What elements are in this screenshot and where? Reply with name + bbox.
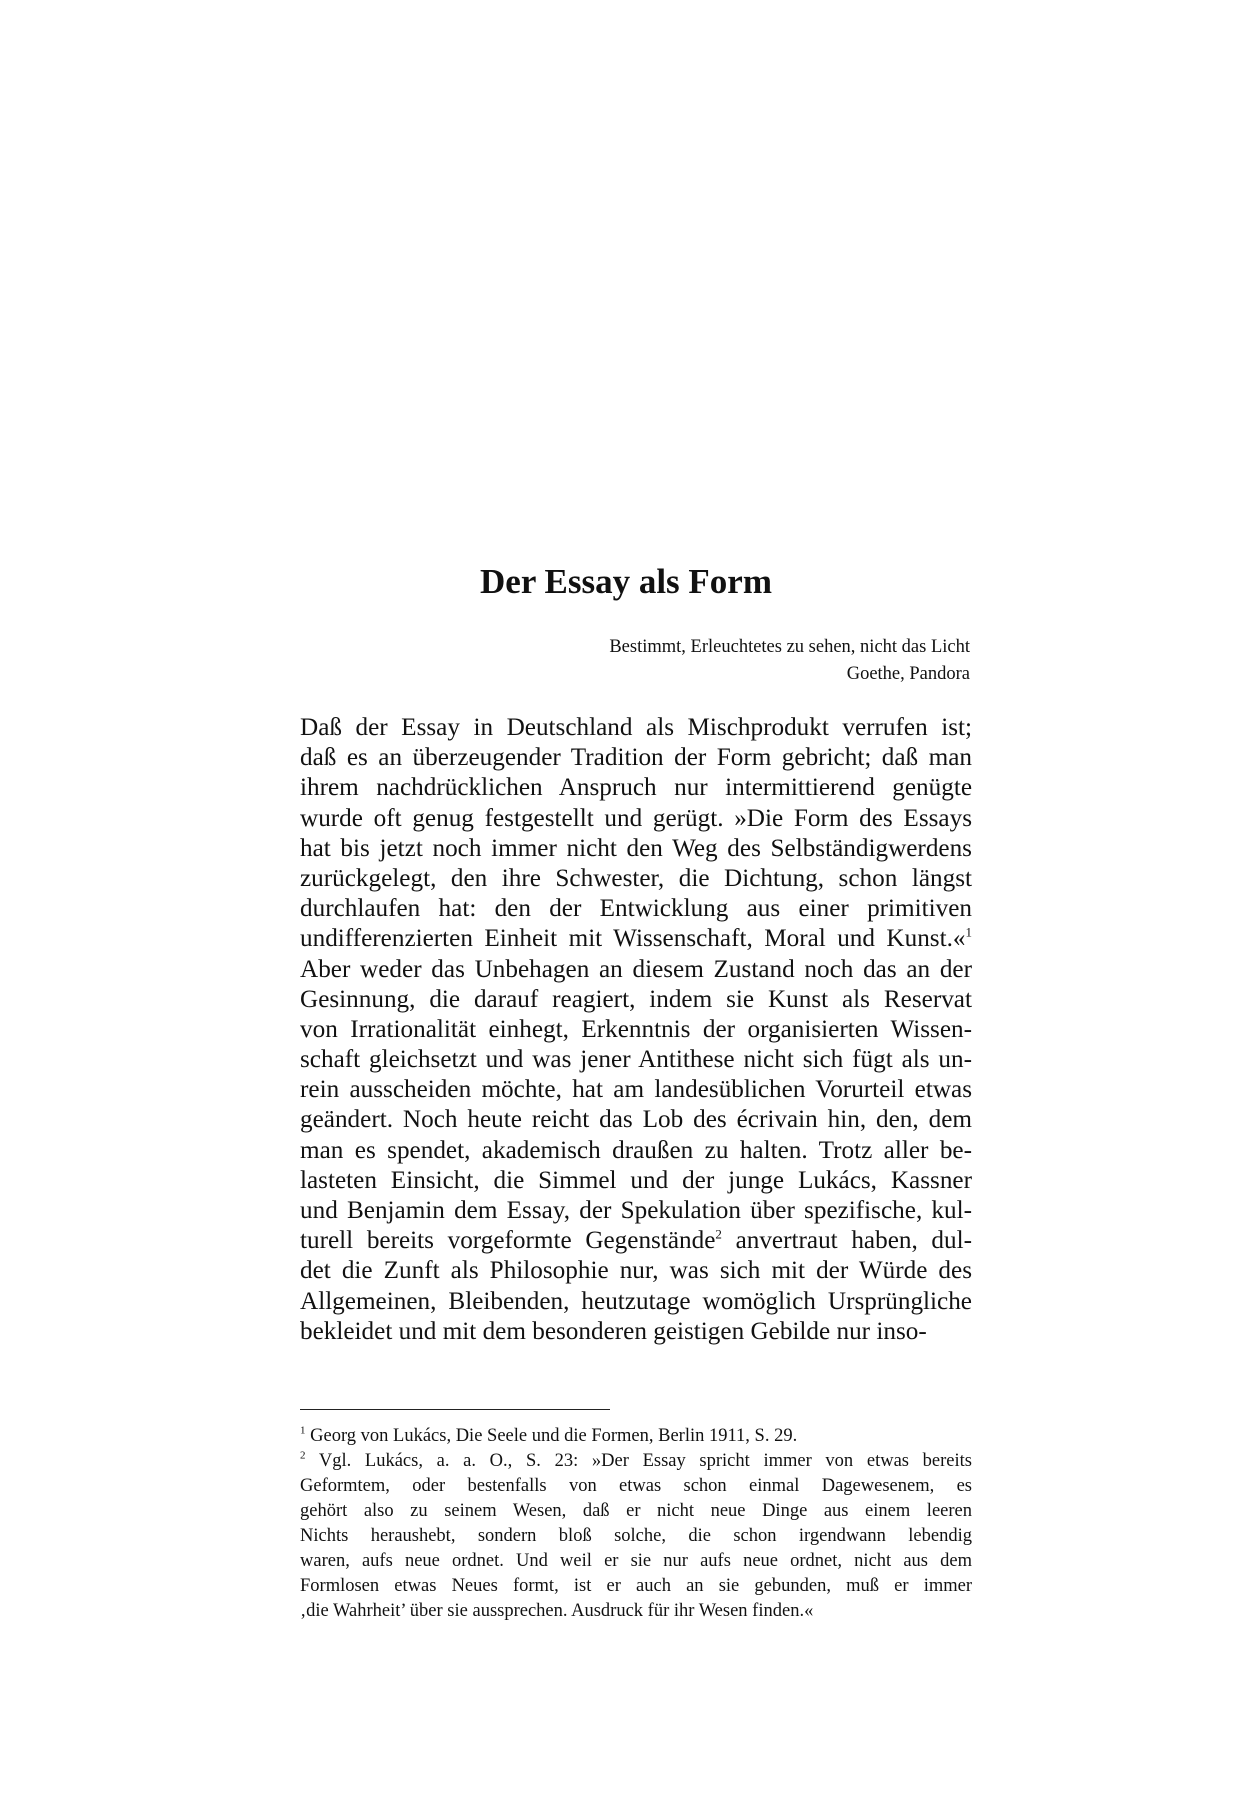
body-line: schaft gleichsetzt und was jener Antithese nicht sich fügt als un- [300,1046,972,1074]
body-line: durchlaufen hat: den der Entwicklung aus einer primitiven [300,895,972,923]
body-text [300,713,972,1347]
essay-title: Der Essay als Form [480,562,772,601]
body-line: rein ausscheiden möchte, hat am landesüblichen Vorurteil etwas [300,1076,972,1104]
footnote-text: Vgl. Lukács, a. a. O., S. 23: »Der Essay spricht immer von etwas bereits [305,1451,972,1471]
body-line: geändert. Noch heute reicht das Lob des écrivain hin, den, dem [300,1106,972,1134]
body-line: Aber weder das Unbehagen an diesem Zustand noch das an der [300,955,972,983]
body-line: Daß der Essay in Deutschland als Mischprodukt verrufen ist; [300,714,972,741]
epigraph-quote: Bestimmt, Erleuchtetes zu sehen, nicht das Licht [609,637,970,657]
epigraph [560,634,970,688]
footnote-text: Georg von Lukács, Die Seele und die Formen, Berlin 1911, S. 29. [305,1426,798,1446]
body-line-text: anvertraut haben, dul- [721,1227,972,1255]
body-line: hat bis jetzt noch immer nicht den Weg des Selbständigwerdens [300,834,972,862]
footnote-line: Nichts heraushebt, sondern bloß solche, die schon irgendwann lebendig [300,1526,972,1546]
body-line: und Benjamin dem Essay, der Spekulation über spezifische, kul- [300,1197,972,1224]
body-line: Gesinnung, die darauf reagiert, indem sie Kunst als Reservat [300,985,972,1013]
body-line: wurde oft genug festgestellt und gerügt. »Die Form des Essays [300,804,972,832]
footnotes [300,1424,972,1624]
footnote-ref-2: 2 [715,1226,722,1242]
body-line: von Irrationalität einhegt, Erkenntnis der organisierten Wissen- [300,1015,972,1043]
footnote-separator [300,1409,610,1410]
body-line-text: undifferenzierten Einheit mit Wissenschaft, Moral und Kunst.« [300,925,966,953]
footnote-line: Formlosen etwas Neues formt, ist er auch an sie gebunden, muß er immer [300,1576,972,1596]
body-line [300,924,972,954]
body-line: ihrem nachdrücklichen Anspruch nur intermittierend genügte [300,774,972,802]
body-line: man es spendet, akademisch draußen zu halten. Trotz aller be- [300,1136,972,1164]
footnote-2 [300,1449,972,1474]
body-line: lasteten Einsicht, die Simmel und der junge Lukács, Kassner [300,1166,972,1194]
body-line: det die Zunft als Philosophie nur, was sich mit der Würde des [300,1257,972,1285]
body-line: Allgemeinen, Bleibenden, heutzutage womöglich Ursprüngliche [300,1287,972,1315]
footnote-line: Geformtem, oder bestenfalls von etwas schon einmal Dagewesenem, es [300,1476,972,1496]
footnote-line: gehört also zu seinem Wesen, daß er nicht neue Dinge aus einem leeren [300,1501,972,1521]
footnote-ref-1: 1 [965,924,972,940]
body-line: daß es an überzeugender Tradition der Form gebricht; daß man [300,744,972,772]
footnote-1 [300,1424,972,1449]
footnote-line: waren, aufs neue ordnet. Und weil er sie nur aufs neue ordnet, nicht aus dem [300,1551,972,1571]
body-line [300,1226,972,1256]
footnote-line: ‚die Wahrheit’ über sie aussprechen. Ausdruck für ihr Wesen finden.« [300,1601,814,1621]
footnote-marker-2: 2 [300,1449,306,1462]
body-line-text: turell bereits vorgeformte Gegenstände [300,1227,716,1255]
body-line: bekleidet und mit dem besonderen geistigen Gebilde nur inso- [300,1317,927,1345]
body-line: zurückgelegt, den ihre Schwester, die Dichtung, schon längst [300,864,972,892]
footnote-marker-1: 1 [300,1424,306,1437]
epigraph-source: Goethe, Pandora [846,664,970,684]
